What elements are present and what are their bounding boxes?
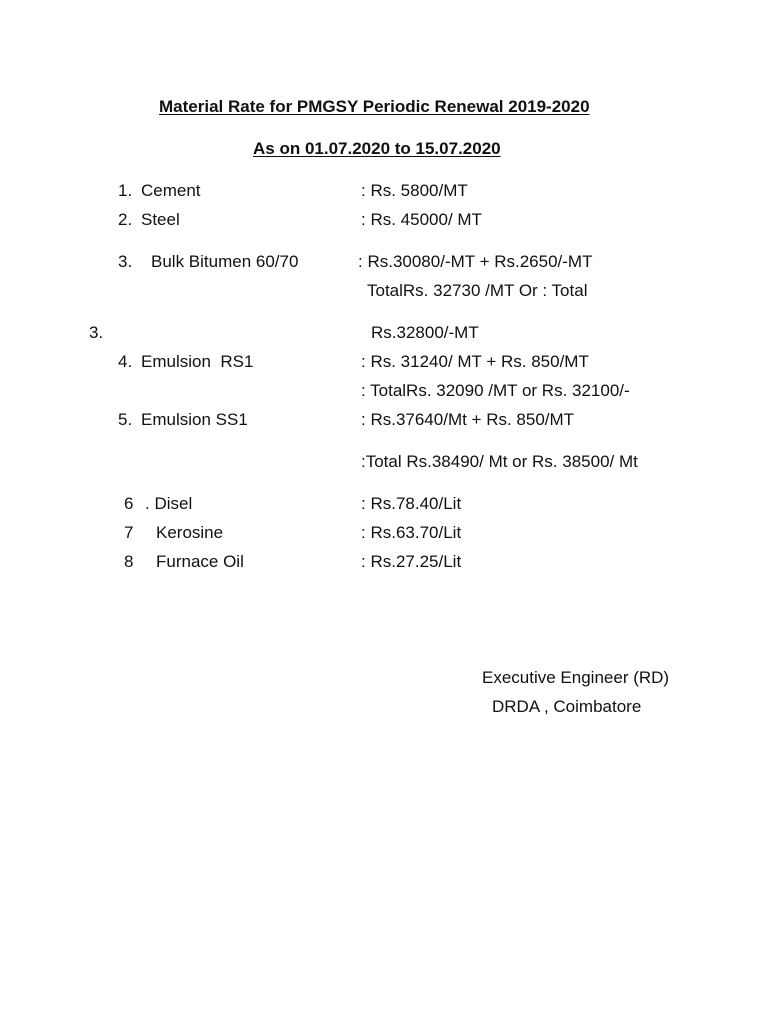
item-name: Bulk Bitumen 60/70 [151,252,299,271]
item-rate: : Rs. 31240/ MT + Rs. 850/MT [361,352,589,371]
item-number: 4. [118,352,133,371]
item-rate-total: : TotalRs. 32090 /MT or Rs. 32100/- [361,381,630,400]
signatory-office: DRDA , Coimbatore [492,697,642,716]
item-rate: : Rs. 45000/ MT [361,210,482,229]
item-name: Kerosine [156,523,224,542]
item-name: . Disel [145,494,193,513]
item-name: Cement [141,181,201,200]
item-rate: : Rs.78.40/Lit [361,494,462,513]
item-rate: : Rs. 5800/MT [361,181,468,200]
item-rate-total: :Total Rs.38490/ Mt or Rs. 38500/ Mt [361,452,638,471]
item-rate: : Rs.37640/Mt + Rs. 850/MT [361,410,575,429]
item-number: 8 [124,552,134,571]
item-number: 1. [118,181,133,200]
item-number: 2. [118,210,133,229]
item-rate: : Rs.27.25/Lit [361,552,462,571]
item-name: Emulsion RS1 [141,352,254,371]
item-rate-total: TotalRs. 32730 /MT Or : Total [367,281,588,300]
item-number: 3. [118,252,133,271]
document-title: Material Rate for PMGSY Periodic Renewal 2019-2020 [159,97,590,116]
item-name: Furnace Oil [156,552,244,571]
item-name: Steel [141,210,180,229]
signatory-designation: Executive Engineer (RD) [482,668,670,687]
item-number: 7 [124,523,134,542]
item-rate: : Rs.63.70/Lit [361,523,462,542]
item-number: 3. [89,323,104,342]
item-rate: Rs.32800/-MT [371,323,479,342]
item-name: Emulsion SS1 [141,410,248,429]
item-rate: : Rs.30080/-MT + Rs.2650/-MT [358,252,593,271]
item-number: 5. [118,410,133,429]
item-number: 6 [124,494,134,513]
document-subtitle: As on 01.07.2020 to 15.07.2020 [253,139,501,158]
